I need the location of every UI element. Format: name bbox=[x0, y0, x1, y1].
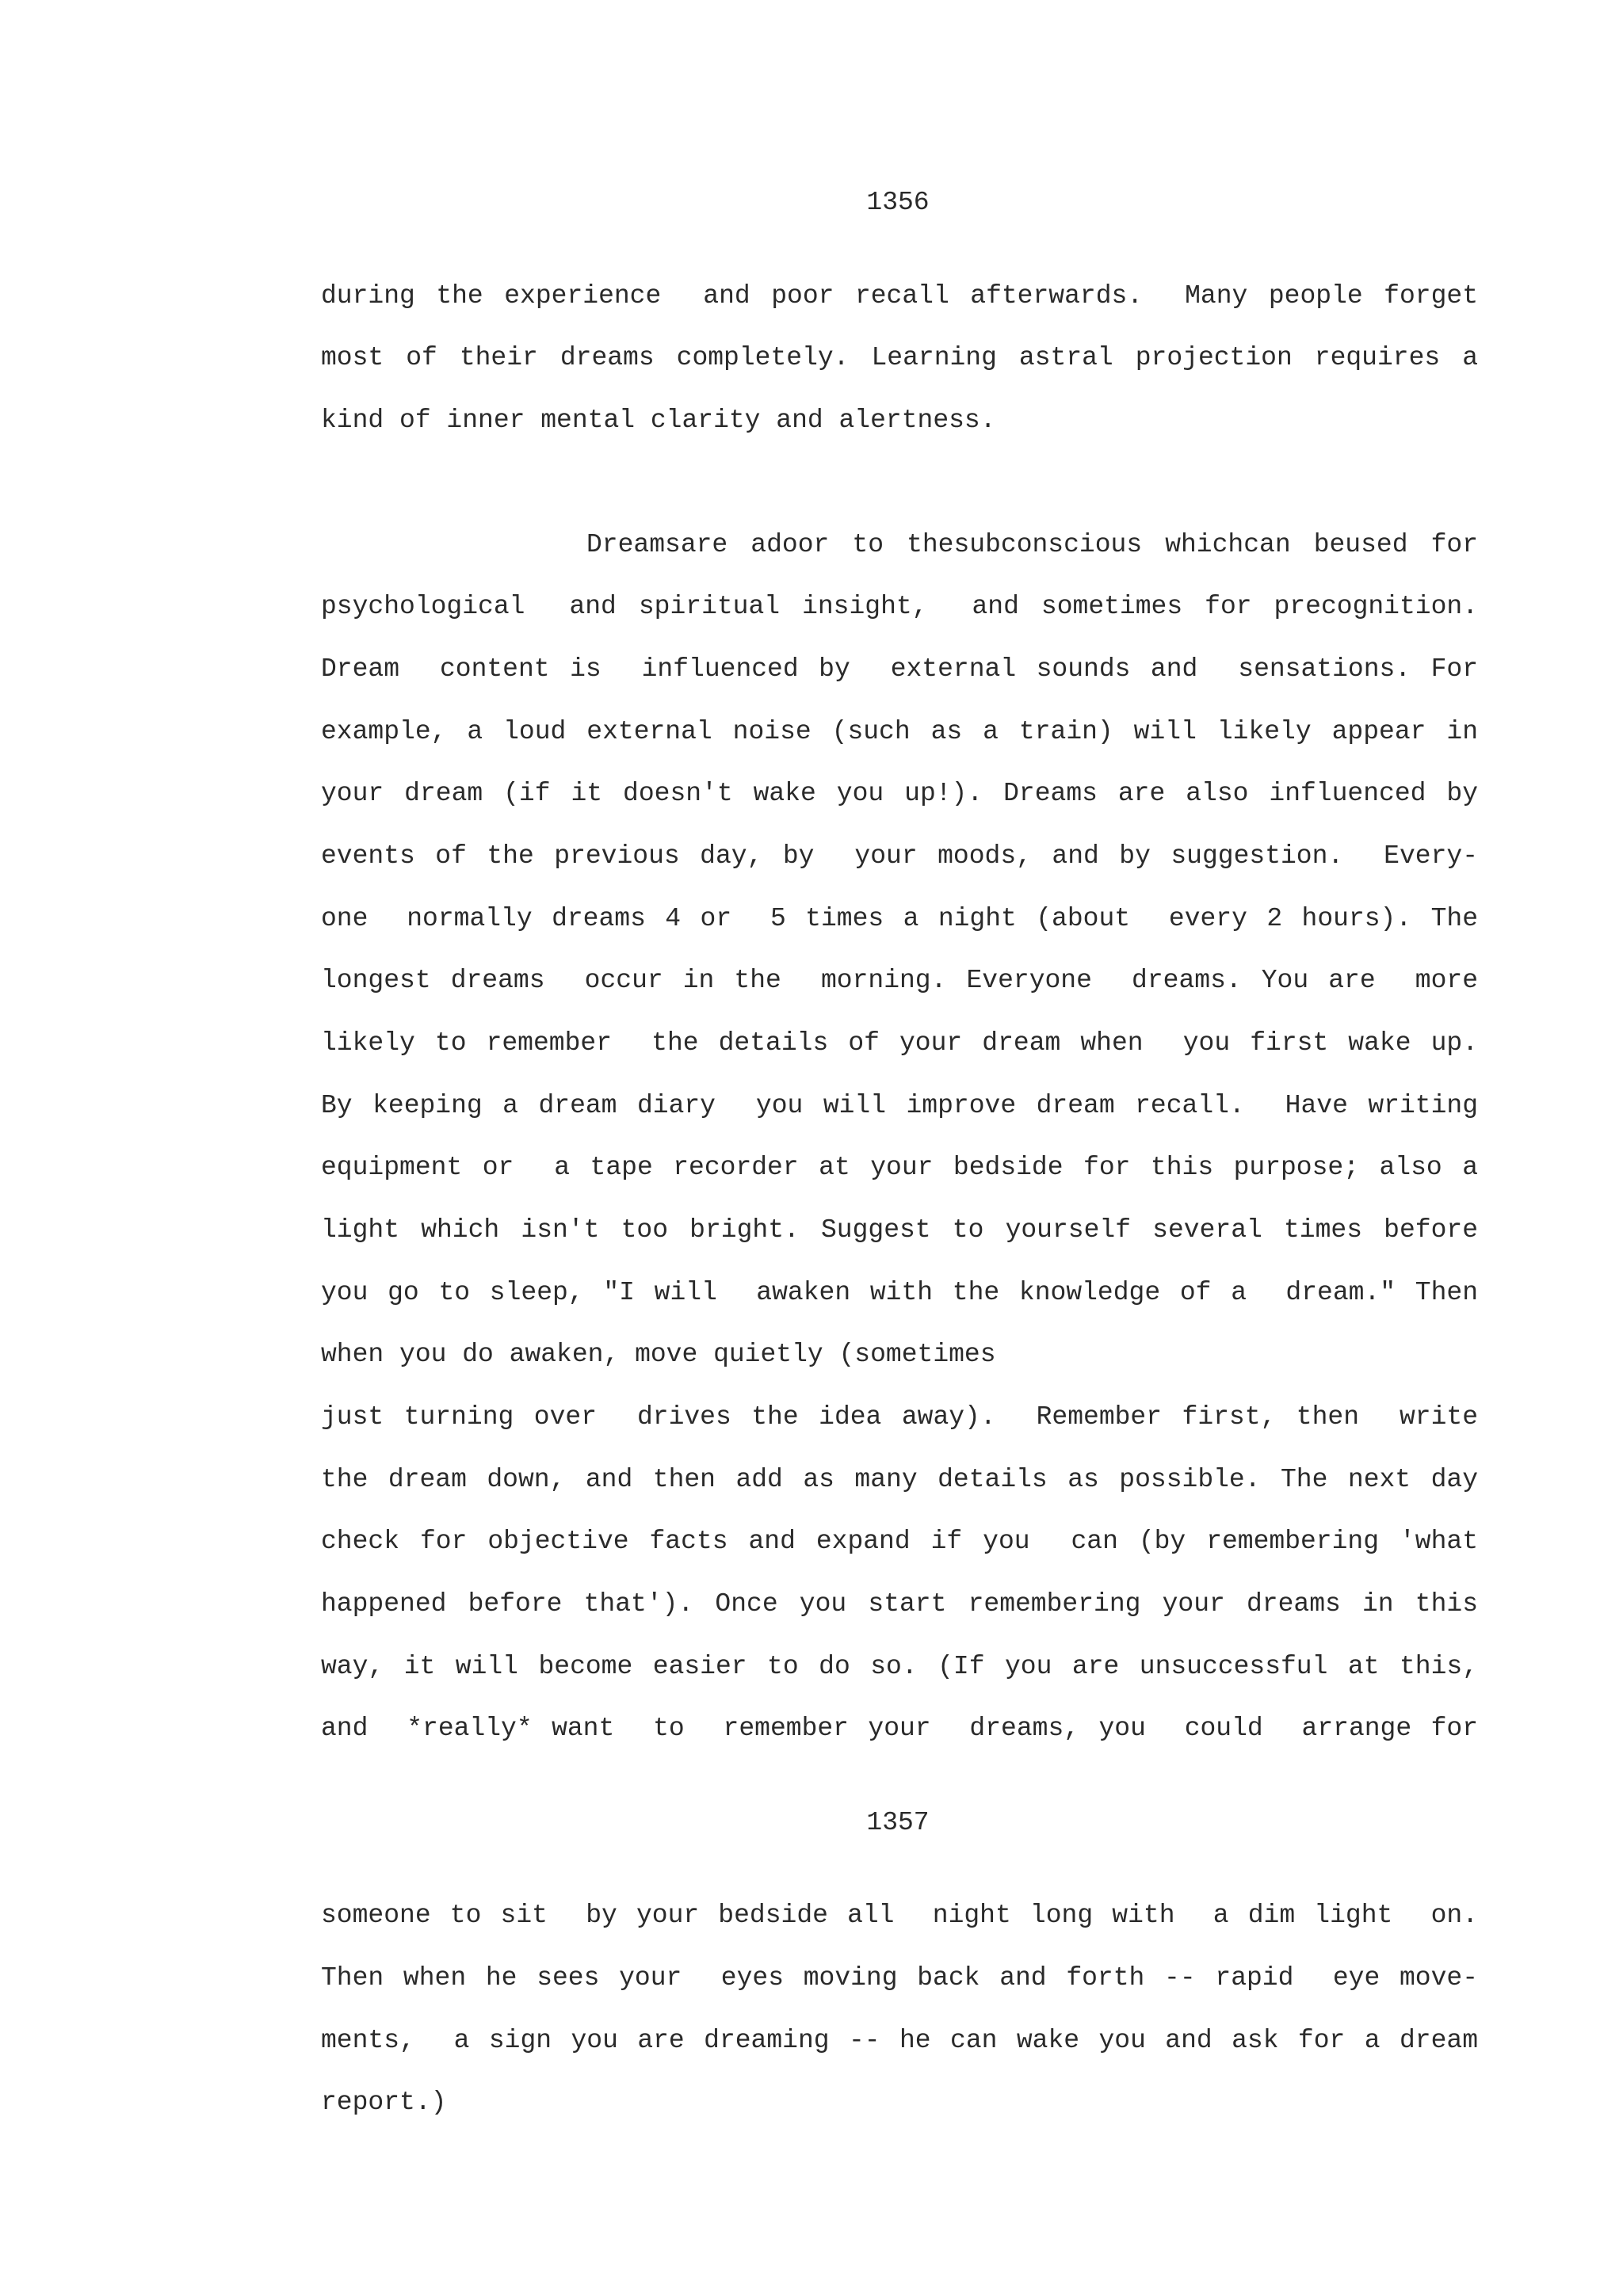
text-line: someone to sit by your bedside all night long with a dim light on. bbox=[321, 1901, 1478, 1930]
text-line: kind of inner mental clarity and alertness. bbox=[321, 406, 996, 435]
text-line: example, a loud external noise (such as a train) will likely appear in bbox=[321, 717, 1478, 746]
text-line: when you do awaken, move quietly (sometimes bbox=[321, 1340, 996, 1369]
text-line: your dream (if it doesn't wake you up!). Dreams are also influenced by bbox=[321, 779, 1478, 808]
text-line: By keeping a dream diary you will improve dream recall. Have writing bbox=[321, 1091, 1478, 1120]
page-number-top: 1356 bbox=[866, 188, 930, 217]
text-line: events of the previous day, by your moods, and by suggestion. Every- bbox=[321, 841, 1478, 871]
text-line: you go to sleep, "I will awaken with the knowledge of a dream." Then bbox=[321, 1278, 1478, 1307]
text-line: most of their dreams completely. Learning astral projection requires a bbox=[321, 343, 1478, 372]
text-line: check for objective facts and expand if you can (by remembering 'what bbox=[321, 1527, 1478, 1556]
text-line: report.) bbox=[321, 2088, 447, 2117]
text-line: ments, a sign you are dreaming -- he can wake you and ask for a dream bbox=[321, 2026, 1478, 2055]
text-line: likely to remember the details of your dream when you first wake up. bbox=[321, 1028, 1478, 1058]
page-number-middle: 1357 bbox=[866, 1808, 930, 1837]
text-line: equipment or a tape recorder at your bedside for this purpose; also a bbox=[321, 1153, 1478, 1182]
text-line: just turning over drives the idea away). Remember first, then write bbox=[321, 1402, 1478, 1432]
text-line: longest dreams occur in the morning. Everyone dreams. You are more bbox=[321, 966, 1478, 995]
text-line: happened before that'). Once you start remembering your dreams in this bbox=[321, 1589, 1478, 1619]
text-line: light which isn't too bright. Suggest to yourself several times before bbox=[321, 1215, 1478, 1245]
text-line: way, it will become easier to do so. (If you are unsuccessful at this, bbox=[321, 1652, 1478, 1681]
text-line: Dream content is influenced by external sounds and sensations. For bbox=[321, 654, 1478, 684]
text-line: and *really* want to remember your dreams, you could arrange for bbox=[321, 1714, 1478, 1743]
text-line: Dreamsare adoor to thesubconscious whichcan beused for bbox=[586, 530, 1478, 559]
text-line: one normally dreams 4 or 5 times a night (about every 2 hours). The bbox=[321, 904, 1478, 933]
text-line: during the experience and poor recall afterwards. Many people forget bbox=[321, 281, 1478, 311]
text-line: Then when he sees your eyes moving back and forth -- rapid eye move- bbox=[321, 1963, 1478, 1993]
text-line: psychological and spiritual insight, and sometimes for precognition. bbox=[321, 592, 1478, 621]
text-line: the dream down, and then add as many details as possible. The next day bbox=[321, 1465, 1478, 1494]
